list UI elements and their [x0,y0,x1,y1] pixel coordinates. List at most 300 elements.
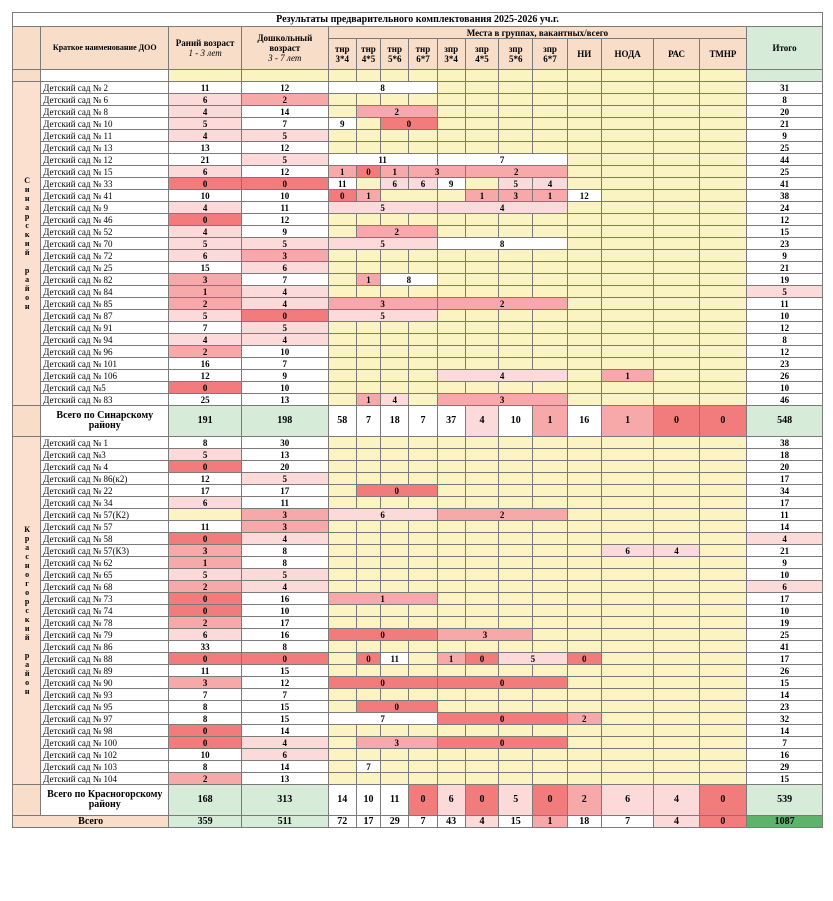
group-value: 4 [437,202,567,214]
group-empty [409,689,437,701]
header-group-col [567,39,601,70]
group-value: 3 [356,737,437,749]
group-empty [654,497,699,509]
preschool-value: 12 [241,677,328,689]
table-row [13,689,823,701]
group-empty [409,641,437,653]
group-empty [567,629,601,641]
group-empty [465,701,498,713]
group-empty [465,214,498,226]
early-age-value: 4 [169,202,242,214]
table-row [13,761,823,773]
table-row [13,641,823,653]
row-total: 8 [747,94,823,106]
header-group-age: 3*4 [335,54,350,64]
table-row [13,130,823,142]
early-age-value: 6 [169,166,242,178]
group-empty [499,533,533,545]
early-age-value: 12 [169,473,242,485]
group-empty [328,641,356,653]
group-value: 4 [437,370,567,382]
group-empty [533,533,567,545]
group-empty [601,533,653,545]
group-empty [699,370,746,382]
preschool-value: 10 [241,605,328,617]
group-empty [437,310,465,322]
group-empty [409,569,437,581]
group-empty [699,677,746,689]
kindergarten-name: Детский сад № 90 [41,677,169,689]
header-group-type: РАС [668,49,685,59]
group-empty [499,593,533,605]
group-empty [437,605,465,617]
preschool-value: 5 [241,130,328,142]
group-empty [601,142,653,154]
group-empty [533,437,567,449]
group-empty [601,437,653,449]
spacer-cell [567,70,601,82]
early-age-value: 16 [169,358,242,370]
group-empty [328,761,356,773]
group-empty [601,214,653,226]
group-value: 3 [437,394,567,406]
group-empty [601,641,653,653]
table-row [13,437,823,449]
early-age-value: 11 [169,521,242,533]
group-value [465,178,498,190]
header-group-age: 6*7 [543,54,557,64]
group-empty [437,250,465,262]
preschool-value: 16 [241,593,328,605]
row-total: 26 [747,665,823,677]
district-sum-label: Всего по Красногорскому району [41,785,169,816]
group-empty [328,569,356,581]
group-empty [437,334,465,346]
preschool-value: 3 [241,250,328,262]
row-total: 26 [747,370,823,382]
group-empty [356,725,380,737]
early-age-value: 7 [169,689,242,701]
group-empty [699,737,746,749]
header-group-age: 5*6 [508,54,523,64]
group-empty [654,605,699,617]
table-row [13,190,823,202]
row-total: 34 [747,485,823,497]
group-empty [328,346,356,358]
grand-value: 511 [241,816,328,828]
group-empty [499,617,533,629]
group-empty [601,749,653,761]
group-empty [699,94,746,106]
group-empty [437,557,465,569]
preschool-value: 11 [241,497,328,509]
group-empty [654,473,699,485]
group-empty [654,130,699,142]
row-total: 4 [747,533,823,545]
preschool-value: 0 [241,310,328,322]
group-empty [699,298,746,310]
row-total: 14 [747,689,823,701]
group-empty [533,773,567,785]
group-empty [699,569,746,581]
header-group-age: 6*7 [416,54,430,64]
kindergarten-name: Детский сад № 41 [41,190,169,202]
table-row [13,382,823,394]
group-empty [465,521,498,533]
spacer-cell [499,70,533,82]
group-empty [654,166,699,178]
header-group-type: тнр [334,44,350,54]
group-empty [437,749,465,761]
preschool-value: 13 [241,449,328,461]
group-empty [409,665,437,677]
header-group-col [356,39,380,70]
group-empty [499,106,533,118]
group-empty [699,274,746,286]
header-group-type: тнр [361,44,376,54]
group-empty [567,202,601,214]
kindergarten-name: Детский сад № 93 [41,689,169,701]
row-total: 14 [747,725,823,737]
preschool-value: 7 [241,274,328,286]
row-total: 19 [747,617,823,629]
group-empty [409,142,437,154]
row-total: 17 [747,497,823,509]
group-empty [601,190,653,202]
early-age-value: 0 [169,737,242,749]
preschool-value: 9 [241,226,328,238]
group-value: 4 [533,178,567,190]
group-empty [533,226,567,238]
header-group-col [465,39,498,70]
group-empty [699,449,746,461]
group-empty [499,94,533,106]
group-empty [567,250,601,262]
row-total: 29 [747,761,823,773]
results-sheet [12,12,823,828]
kindergarten-name: Детский сад № 74 [41,605,169,617]
group-value: 6 [601,545,653,557]
group-empty [437,701,465,713]
row-total: 20 [747,106,823,118]
preschool-value: 10 [241,190,328,202]
group-empty [601,521,653,533]
group-empty [601,557,653,569]
kindergarten-name: Детский сад № 8 [41,106,169,118]
kindergarten-name: Детский сад № 87 [41,310,169,322]
group-empty [533,286,567,298]
group-empty [465,485,498,497]
kindergarten-name: Детский сад № 84 [41,286,169,298]
group-empty [533,106,567,118]
group-empty [499,641,533,653]
table-row [13,521,823,533]
row-total: 11 [747,509,823,521]
group-empty [499,569,533,581]
kindergarten-name: Детский сад № 25 [41,262,169,274]
group-empty [328,370,356,382]
early-age-value: 10 [169,190,242,202]
table-row [13,370,823,382]
group-empty [533,382,567,394]
group-empty [499,346,533,358]
group-empty [654,581,699,593]
group-empty [499,437,533,449]
group-empty [381,689,409,701]
header-group-age: 4*5 [361,54,376,64]
group-empty [328,521,356,533]
group-value [437,190,465,202]
group-empty [699,226,746,238]
group-empty [533,521,567,533]
group-empty [409,725,437,737]
group-empty [437,358,465,370]
group-empty [465,557,498,569]
kindergarten-name: Детский сад № 62 [41,557,169,569]
group-empty [465,142,498,154]
group-empty [533,749,567,761]
group-empty [465,461,498,473]
kindergarten-name: Детский сад №5 [41,382,169,394]
preschool-value: 4 [241,334,328,346]
early-age-value: 6 [169,629,242,641]
preschool-value: 7 [241,358,328,370]
kindergarten-name: Детский сад № 72 [41,250,169,262]
group-empty [465,437,498,449]
group-value: 0 [328,629,437,641]
group-empty [465,322,498,334]
group-empty [699,605,746,617]
group-empty [328,665,356,677]
group-empty [601,569,653,581]
group-empty [699,250,746,262]
group-empty [567,521,601,533]
row-total: 15 [747,773,823,785]
group-empty [567,461,601,473]
row-total: 10 [747,382,823,394]
group-empty [699,154,746,166]
group-empty [601,154,653,166]
group-empty [499,545,533,557]
group-empty [533,689,567,701]
row-total: 18 [747,449,823,461]
row-total: 12 [747,346,823,358]
group-empty [437,485,465,497]
group-empty [567,142,601,154]
group-empty [699,665,746,677]
group-empty [654,485,699,497]
group-empty [654,773,699,785]
group-empty [465,605,498,617]
row-total: 24 [747,202,823,214]
group-empty [699,82,746,94]
group-empty [567,497,601,509]
row-total: 11 [747,298,823,310]
row-total: 21 [747,545,823,557]
table-row [13,394,823,406]
group-empty [654,226,699,238]
sum-pad [13,406,41,437]
group-empty [465,130,498,142]
group-empty [381,557,409,569]
early-age-value: 4 [169,130,242,142]
row-total: 9 [747,557,823,569]
group-value [328,653,356,665]
table-row [13,581,823,593]
group-empty [654,749,699,761]
kindergarten-name: Детский сад № 1 [41,437,169,449]
group-value: 1 [533,190,567,202]
group-empty [567,334,601,346]
table-row [13,461,823,473]
table-row [13,250,823,262]
preschool-value: 5 [241,322,328,334]
group-empty [328,617,356,629]
group-empty [699,749,746,761]
early-age-value: 0 [169,382,242,394]
group-empty [356,322,380,334]
table-row [13,358,823,370]
table-row [13,725,823,737]
group-empty [409,334,437,346]
group-empty [654,262,699,274]
group-empty [699,629,746,641]
group-empty [409,358,437,370]
group-empty [654,322,699,334]
group-empty [381,641,409,653]
header-preschool-label: Дошкольный возраст [257,33,313,53]
group-empty [409,617,437,629]
group-empty [499,382,533,394]
group-empty [601,605,653,617]
group-empty [654,677,699,689]
row-total: 21 [747,118,823,130]
group-empty [381,749,409,761]
preschool-value: 0 [241,178,328,190]
table-row [13,346,823,358]
table-row [13,334,823,346]
kindergarten-name: Детский сад № 57 [41,521,169,533]
grand-value: 29 [381,816,409,828]
group-empty [356,214,380,226]
group-empty [465,310,498,322]
preschool-value: 4 [241,533,328,545]
group-empty [654,641,699,653]
early-age-value: 10 [169,749,242,761]
early-age-value: 3 [169,677,242,689]
group-empty [499,274,533,286]
early-age-value: 12 [169,370,242,382]
early-age-value: 21 [169,154,242,166]
group-empty [437,449,465,461]
group-empty [381,94,409,106]
group-value: 0 [437,713,567,725]
preschool-value: 12 [241,82,328,94]
group-empty [437,461,465,473]
group-empty [356,557,380,569]
group-value [356,178,380,190]
group-empty [654,358,699,370]
group-empty [699,557,746,569]
group-empty [601,226,653,238]
group-empty [601,82,653,94]
group-empty [465,82,498,94]
district-sum-value: 7 [409,406,437,437]
kindergarten-name: Детский сад № 106 [41,370,169,382]
row-total: 15 [747,226,823,238]
preschool-value: 12 [241,142,328,154]
group-empty [699,214,746,226]
table-row [13,701,823,713]
group-empty [533,725,567,737]
header-name: Краткое наименование ДОО [41,27,169,70]
group-value: 0 [356,166,380,178]
group-empty [465,497,498,509]
spacer-cell [601,70,653,82]
group-empty [328,94,356,106]
group-empty [499,286,533,298]
table-row [13,142,823,154]
kindergarten-name: Детский сад № 94 [41,334,169,346]
early-age-value: 0 [169,605,242,617]
group-empty [699,238,746,250]
group-empty [499,334,533,346]
group-empty [328,473,356,485]
early-age-value: 0 [169,533,242,545]
group-empty [381,725,409,737]
group-value: 5 [328,202,437,214]
kindergarten-name: Детский сад № 98 [41,725,169,737]
group-empty [409,449,437,461]
early-age-value: 0 [169,725,242,737]
group-empty [465,286,498,298]
kindergarten-name: Детский сад № 52 [41,226,169,238]
group-value: 9 [328,118,356,130]
preschool-value: 6 [241,262,328,274]
early-age-value: 5 [169,118,242,130]
group-empty [654,298,699,310]
group-empty [533,629,567,641]
group-empty [356,617,380,629]
group-empty [567,689,601,701]
header-preschool-sub: 3 - 7 лет [268,53,302,63]
group-value: 0 [356,485,437,497]
group-empty [499,701,533,713]
district-sum-value: 1 [533,406,567,437]
row-total: 44 [747,154,823,166]
group-empty [437,593,465,605]
group-empty [437,521,465,533]
group-empty [381,346,409,358]
group-empty [437,569,465,581]
group-empty [499,130,533,142]
preschool-value: 10 [241,382,328,394]
district-sum-value: 0 [533,785,567,816]
group-empty [499,689,533,701]
group-empty [499,473,533,485]
kindergarten-name: Детский сад № 9 [41,202,169,214]
group-empty [654,214,699,226]
group-empty [567,617,601,629]
early-age-value: 0 [169,653,242,665]
district-sum-value: 198 [241,406,328,437]
group-value: 0 [356,653,380,665]
table-row [13,545,823,557]
group-empty [328,437,356,449]
group-empty [356,142,380,154]
table-row [13,118,823,130]
group-empty [567,94,601,106]
